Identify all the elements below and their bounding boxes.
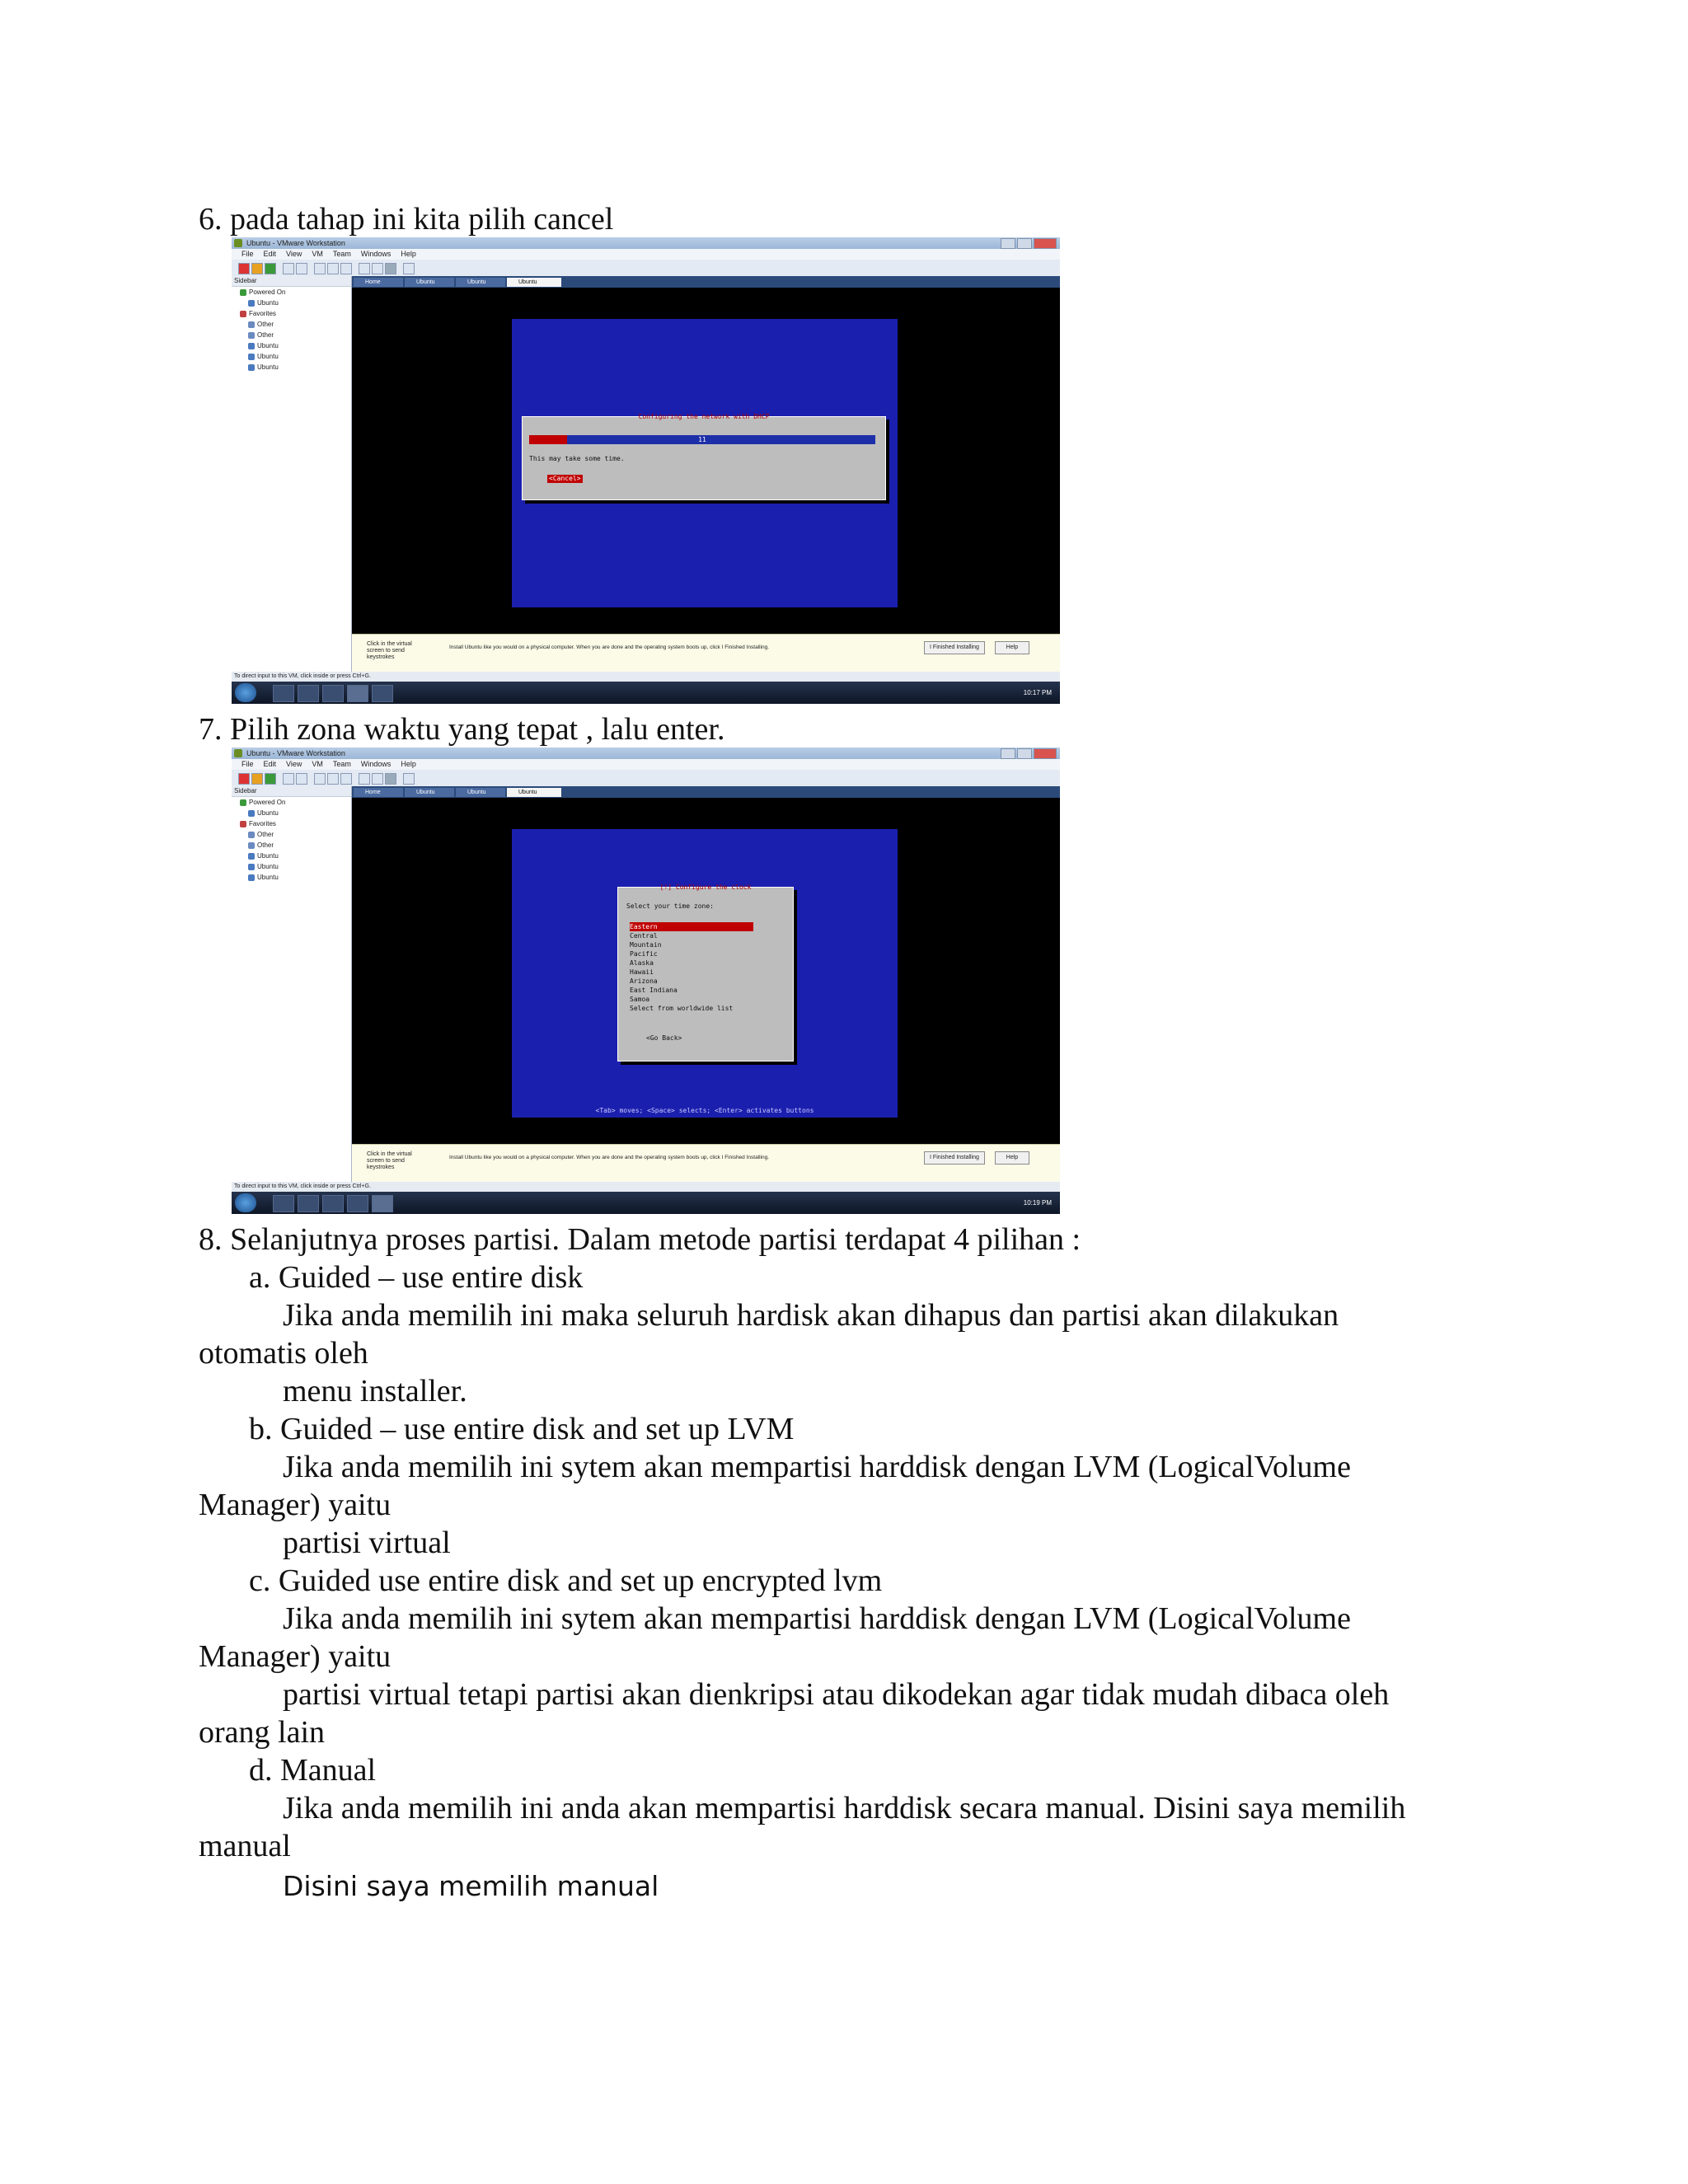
window-controls: [1001, 238, 1057, 249]
snapshot-icon[interactable]: [283, 263, 294, 274]
power-on-icon[interactable]: [265, 263, 276, 274]
install-notice-bar: [352, 634, 1060, 673]
suspend-icon[interactable]: [251, 773, 263, 785]
taskbar-item[interactable]: [322, 685, 344, 702]
timezone-dialog: [617, 883, 794, 1062]
sidebar-title: Sidebar: [232, 276, 351, 287]
sidebar-item-ubuntu[interactable]: Ubuntu: [232, 362, 351, 373]
notice-message: Install Ubuntu like you would on a physical computer. When you are done and the operating system boots up, click I Finished Installing.: [449, 1155, 770, 1160]
library-icon[interactable]: [403, 773, 415, 785]
view-icon[interactable]: [314, 263, 326, 274]
progress-bar: [529, 435, 875, 444]
appliance-icon[interactable]: [385, 773, 396, 785]
sidebar-item-other[interactable]: Other: [232, 840, 351, 851]
unity-icon[interactable]: [340, 773, 352, 785]
timezone-list: [630, 922, 753, 1013]
summary-icon[interactable]: [372, 263, 383, 274]
menu-help[interactable]: Help: [401, 760, 416, 768]
tab-ubuntu-active[interactable]: Ubuntu: [507, 278, 561, 287]
menu-file[interactable]: File: [241, 760, 254, 768]
play-icon: [240, 289, 246, 296]
sidebar-item-ubuntu[interactable]: Ubuntu: [232, 298, 351, 308]
taskbar-item[interactable]: [298, 1195, 319, 1212]
vm-icon: [248, 364, 255, 371]
suspend-icon[interactable]: [251, 263, 263, 274]
menu-bar: [232, 759, 1060, 770]
vm-tab-bar: [352, 276, 1060, 288]
vm-icon: [248, 864, 255, 870]
maximize-button[interactable]: [1017, 748, 1032, 759]
appliance-icon[interactable]: [385, 263, 396, 274]
cancel-button[interactable]: <Cancel>: [549, 475, 581, 482]
timezone-option[interactable]: Mountain: [630, 941, 662, 949]
sidebar-item-other[interactable]: Other: [232, 319, 351, 330]
timezone-option[interactable]: Select from worldwide list: [630, 1005, 734, 1012]
finished-installing-button[interactable]: I Finished Installing: [924, 1151, 985, 1165]
menu-team[interactable]: Team: [332, 250, 351, 258]
fullscreen-icon[interactable]: [327, 263, 339, 274]
sidebar-item-ubuntu[interactable]: Ubuntu: [232, 861, 351, 872]
vm-icon: [248, 332, 255, 339]
option-d-desc: Jika anda memilih ini anda akan mempartisi harddisk secara manual. Disini saya memilih: [283, 1791, 1406, 1825]
sidebar-item-powered-on[interactable]: Powered On: [232, 797, 351, 808]
finished-installing-button[interactable]: I Finished Installing: [924, 641, 985, 654]
vm-icon: [248, 832, 255, 838]
sidebar-item-powered-on[interactable]: Powered On: [232, 287, 351, 298]
status-bar: To direct input to this VM, click inside or press Ctrl+G.: [232, 1182, 1060, 1192]
tray-clock: 10:17 PM: [1023, 689, 1052, 696]
dhcp-dialog: [522, 413, 886, 500]
tab-ubuntu[interactable]: Ubuntu: [405, 788, 454, 797]
menu-view[interactable]: View: [286, 250, 302, 258]
option-b-desc: Jika anda memilih ini sytem akan mempartisi harddisk dengan LVM (LogicalVolume: [283, 1450, 1351, 1484]
play-icon: [240, 799, 246, 806]
console-icon[interactable]: [359, 263, 370, 274]
sidebar-item-other[interactable]: Other: [232, 330, 351, 340]
window-title: Ubuntu - VMware Workstation: [246, 239, 345, 247]
timezone-option-selected[interactable]: Eastern: [630, 922, 753, 931]
option-d-desc: manual: [199, 1829, 291, 1863]
tab-ubuntu-active[interactable]: Ubuntu: [507, 788, 561, 797]
tab-home[interactable]: Home: [354, 278, 403, 287]
vm-icon: [248, 300, 255, 307]
close-button[interactable]: [1034, 748, 1057, 759]
start-button[interactable]: [235, 1193, 256, 1212]
timezone-option[interactable]: East Indiana: [630, 987, 678, 994]
option-a-desc: otomatis oleh: [199, 1336, 368, 1371]
vm-icon: [248, 343, 255, 349]
sidebar-item-favorites[interactable]: Favorites: [232, 308, 351, 319]
dialog-message: This may take some time.: [529, 455, 625, 462]
dialog-title: [!] Configure the clock: [659, 883, 752, 891]
sidebar: [232, 276, 352, 672]
vm-icon: [248, 810, 255, 817]
timezone-option[interactable]: Arizona: [630, 977, 658, 985]
option-b-desc: Manager) yaitu: [199, 1488, 392, 1522]
timezone-option[interactable]: Samoa: [630, 996, 650, 1003]
sidebar: [232, 786, 352, 1182]
go-back-button[interactable]: <Go Back>: [646, 1034, 682, 1042]
menu-windows[interactable]: Windows: [360, 760, 392, 768]
sidebar-item-favorites[interactable]: Favorites: [232, 818, 351, 829]
menu-vm[interactable]: VM: [312, 760, 323, 768]
sidebar-title: Sidebar: [232, 786, 351, 797]
toolbar: [232, 770, 1060, 787]
option-a-desc: menu installer.: [283, 1374, 467, 1408]
installer-screen: [512, 319, 898, 607]
help-button[interactable]: Help: [995, 1151, 1029, 1165]
option-c-desc: Jika anda memilih ini sytem akan mempartisi harddisk dengan LVM (LogicalVolume: [283, 1601, 1351, 1636]
power-off-icon[interactable]: [238, 263, 250, 274]
taskbar-item[interactable]: [298, 685, 319, 702]
option-c-desc: partisi virtual tetapi partisi akan dienkripsi atau dikodekan agar tidak mudah dibaca oleh: [283, 1677, 1390, 1712]
vm-tab-bar: [352, 786, 1060, 798]
notice-click-hint: Click in the virtual screen to send keystrokes: [367, 641, 412, 660]
sidebar-item-ubuntu[interactable]: Ubuntu: [232, 851, 351, 861]
timezone-prompt: Select your time zone:: [626, 902, 714, 910]
menu-bar: [232, 249, 1060, 260]
timezone-option[interactable]: Alaska: [630, 959, 654, 967]
vm-icon: [248, 853, 255, 860]
help-button[interactable]: Help: [995, 641, 1029, 654]
favorites-icon: [240, 311, 246, 317]
sidebar-item-ubuntu[interactable]: Ubuntu: [232, 808, 351, 818]
option-b-title: b. Guided – use entire disk and set up LVM: [249, 1412, 795, 1446]
tray-clock: 10:19 PM: [1023, 1199, 1052, 1207]
window-titlebar: [232, 237, 1060, 249]
notice-click-hint: Click in the virtual screen to send keystrokes: [367, 1151, 412, 1170]
start-button[interactable]: [235, 683, 256, 702]
notice-message: Install Ubuntu like you would on a physical computer. When you are done and the operating system boots up, click I Finished Installing.: [449, 644, 770, 650]
revert-icon[interactable]: [296, 263, 307, 274]
menu-edit[interactable]: Edit: [263, 250, 277, 258]
revert-icon[interactable]: [296, 773, 307, 785]
dialog-title: Configuring the network with DHCP: [638, 413, 770, 420]
minimize-button[interactable]: [1001, 238, 1015, 249]
vmware-screenshot-timezone: [232, 748, 1060, 1214]
installer-screen: [512, 829, 898, 1118]
menu-windows[interactable]: Windows: [360, 250, 392, 258]
menu-file[interactable]: File: [241, 250, 254, 258]
timezone-option[interactable]: Pacific: [630, 950, 658, 958]
menu-view[interactable]: View: [286, 760, 302, 768]
sidebar-item-ubuntu[interactable]: Ubuntu: [232, 340, 351, 351]
taskbar-item[interactable]: [372, 1195, 393, 1212]
step-6-text: 6. pada tahap ini kita pilih cancel: [199, 202, 614, 237]
library-icon[interactable]: [403, 263, 415, 274]
console-icon[interactable]: [359, 773, 370, 785]
window-titlebar: [232, 748, 1060, 759]
windows-taskbar: [232, 1192, 1060, 1214]
menu-help[interactable]: Help: [401, 250, 416, 258]
install-notice-bar: [352, 1144, 1060, 1183]
menu-vm[interactable]: VM: [312, 250, 323, 258]
window-title: Ubuntu - VMware Workstation: [246, 749, 345, 757]
option-c-title: c. Guided use entire disk and set up encrypted lvm: [249, 1563, 883, 1598]
minimize-button[interactable]: [1001, 748, 1015, 759]
step-8-text: 8. Selanjutnya proses partisi. Dalam metode partisi terdapat 4 pilihan :: [199, 1222, 1081, 1257]
taskbar-item[interactable]: [372, 685, 393, 702]
close-button[interactable]: [1034, 238, 1057, 249]
vm-console[interactable]: [352, 798, 1060, 1144]
vm-icon: [248, 842, 255, 849]
favorites-icon: [240, 821, 246, 827]
unity-icon[interactable]: [340, 263, 352, 274]
option-b-desc: partisi virtual: [283, 1526, 451, 1560]
view-icon[interactable]: [314, 773, 326, 785]
option-c-desc: orang lain: [199, 1715, 326, 1750]
window-controls: [1001, 748, 1057, 759]
toolbar: [232, 260, 1060, 277]
menu-team[interactable]: Team: [332, 760, 351, 768]
taskbar-item[interactable]: [273, 685, 294, 702]
taskbar-item[interactable]: [273, 1195, 294, 1212]
vm-icon: [248, 874, 255, 881]
timezone-option[interactable]: Hawaii: [630, 968, 654, 976]
sidebar-item-ubuntu[interactable]: Ubuntu: [232, 351, 351, 362]
tab-ubuntu[interactable]: Ubuntu: [405, 278, 454, 287]
snapshot-icon[interactable]: [283, 773, 294, 785]
windows-taskbar: [232, 682, 1060, 704]
option-a-title: a. Guided – use entire disk: [249, 1260, 584, 1295]
taskbar-item[interactable]: [347, 685, 368, 702]
taskbar-item[interactable]: [322, 1195, 344, 1212]
status-bar: To direct input to this VM, click inside or press Ctrl+G.: [232, 672, 1060, 682]
timezone-option[interactable]: Central: [630, 932, 658, 940]
tab-ubuntu[interactable]: Ubuntu: [456, 788, 505, 797]
sidebar-item-ubuntu[interactable]: Ubuntu: [232, 872, 351, 883]
option-c-desc: Manager) yaitu: [199, 1639, 392, 1674]
maximize-button[interactable]: [1017, 238, 1032, 249]
vmware-app-icon: [234, 749, 242, 757]
step-7-text: 7. Pilih zona waktu yang tepat , lalu enter.: [199, 712, 725, 747]
option-d-desc: Disini saya memilih manual: [283, 1870, 659, 1902]
vm-console[interactable]: [352, 288, 1060, 634]
progress-label: 11: [698, 436, 706, 443]
power-off-icon[interactable]: [238, 773, 250, 785]
vm-icon: [248, 354, 255, 360]
summary-icon[interactable]: [372, 773, 383, 785]
fullscreen-icon[interactable]: [327, 773, 339, 785]
power-on-icon[interactable]: [265, 773, 276, 785]
option-a-desc: Jika anda memilih ini maka seluruh hardisk akan dihapus dan partisi akan dilakukan: [283, 1298, 1339, 1333]
tab-ubuntu[interactable]: Ubuntu: [456, 278, 505, 287]
keyboard-hint: <Tab> moves; <Space> selects; <Enter> activates buttons: [595, 1107, 814, 1114]
sidebar-item-other[interactable]: Other: [232, 829, 351, 840]
taskbar-item[interactable]: [347, 1195, 368, 1212]
menu-edit[interactable]: Edit: [263, 760, 277, 768]
option-d-title: d. Manual: [249, 1753, 377, 1788]
vm-icon: [248, 321, 255, 328]
vmware-screenshot-dhcp: [232, 237, 1060, 704]
vmware-app-icon: [234, 239, 242, 247]
tab-home[interactable]: Home: [354, 788, 403, 797]
